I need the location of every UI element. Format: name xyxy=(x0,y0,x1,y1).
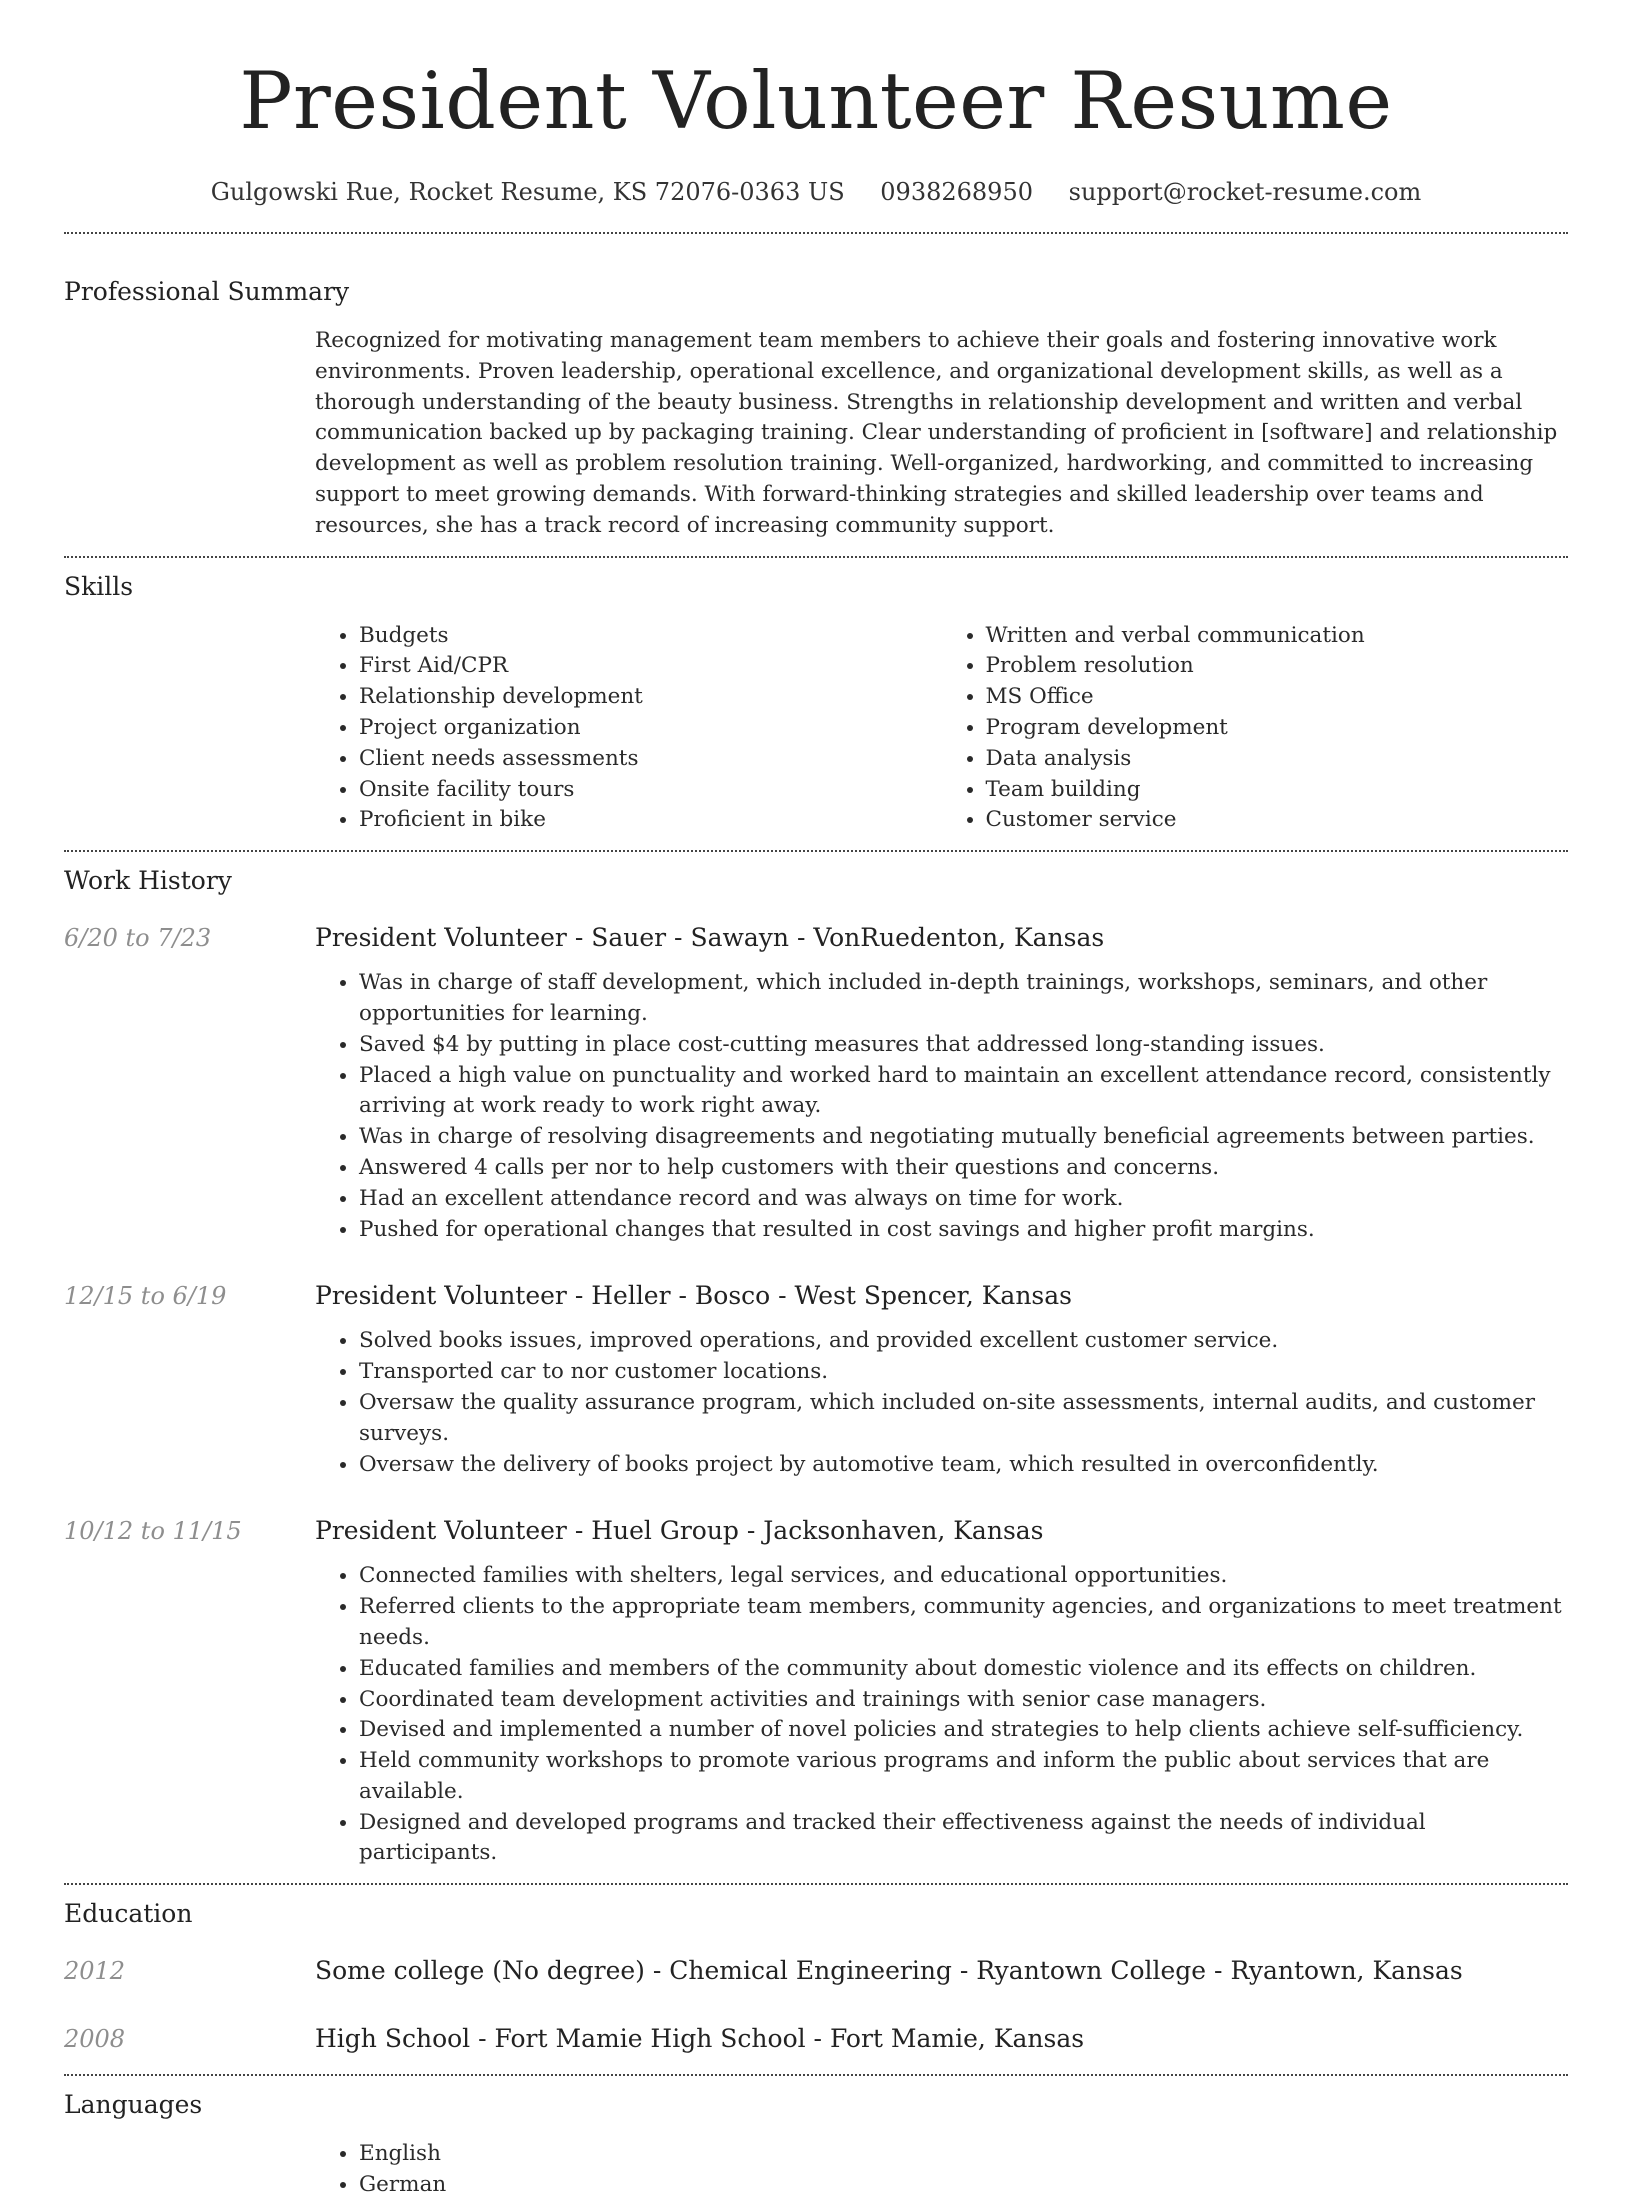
summary-heading: Professional Summary xyxy=(64,277,350,306)
divider xyxy=(64,556,1568,558)
job-bullet: • Pushed for operational changes that resulted in cost savings and higher profit margins. xyxy=(359,1215,1568,1246)
education-section xyxy=(64,1897,1568,2056)
languages-list xyxy=(315,2139,1568,2201)
skill-item: • Budgets xyxy=(359,621,942,652)
divider xyxy=(64,2074,1568,2076)
job-title: President Volunteer - Huel Group - Jacksonhaven, Kansas xyxy=(315,1516,1044,1546)
skills-column-right xyxy=(942,621,1569,837)
skill-item: • Relationship development xyxy=(359,682,942,713)
skill-item: • Customer service xyxy=(986,805,1569,836)
job-bullet: • Transported car to nor customer locations. xyxy=(359,1357,1568,1388)
skill-item: • Written and verbal communication xyxy=(986,621,1569,652)
language-item: • English xyxy=(359,2139,1568,2170)
skill-item: • Team building xyxy=(986,775,1569,806)
skills-heading: Skills xyxy=(64,571,134,601)
education-year: 2008 xyxy=(64,2025,126,2054)
job-bullet: • Was in charge of resolving disagreements and negotiating mutually beneficial agreements between parties. xyxy=(359,1122,1568,1153)
skill-item: • Client needs assessments xyxy=(359,744,942,775)
languages-heading: Languages xyxy=(64,2090,203,2120)
divider xyxy=(64,232,1568,234)
phone: 0938268950 xyxy=(880,178,1033,206)
address: Gulgowski Rue, Rocket Resume, KS 72076-0363 US xyxy=(210,178,845,206)
education-heading: Education xyxy=(64,1899,193,1929)
skill-item: • Proficient in bike xyxy=(359,805,942,836)
job-bullet: • Had an excellent attendance record and was always on time for work. xyxy=(359,1184,1568,1215)
education-entry xyxy=(64,1954,1568,1988)
skill-item: • Data analysis xyxy=(986,744,1569,775)
job-bullet: • Connected families with shelters, legal services, and educational opportunities. xyxy=(359,1561,1568,1592)
job-bullet: • Oversaw the quality assurance program, which included on-site assessments, internal audits, and customer surveys. xyxy=(359,1388,1568,1450)
skill-item: • Project organization xyxy=(359,713,942,744)
job-dates: 12/15 to 6/19 xyxy=(64,1282,227,1311)
job-bullet: • Was in charge of staff development, which included in-depth trainings, workshops, seminars, and other opportunities for learning. xyxy=(359,968,1568,1030)
job-bullets xyxy=(315,1326,1568,1480)
summary-text: Recognized for motivating management team members to achieve their goals and fostering innovative work environments. Proven leadership, operational excellence, and organizational development skills, as well as a thorough understanding of the beauty business. Strengths in relationship development and written and verbal communication backed up by packaging training. Clear understanding of proficient in [software] and relationship development as well as problem resolution training. Well-organized, hardworking, and committed to increasing support to meet growing demands. With forward-thinking strategies and skilled leadership over teams and resources, she has a track record of increasing community support. xyxy=(315,328,1558,538)
job-bullet: • Designed and developed programs and tracked their effectiveness against the needs of individual participants. xyxy=(359,1808,1568,1870)
job-bullet: • Educated families and members of the community about domestic violence and its effects on children. xyxy=(359,1654,1568,1685)
job-bullet: • Solved books issues, improved operations, and provided excellent customer service. xyxy=(359,1326,1568,1357)
job-entry xyxy=(64,1514,1568,1869)
skill-item: • Program development xyxy=(986,713,1569,744)
job-bullet: • Held community workshops to promote various programs and inform the public about services that are available. xyxy=(359,1746,1568,1808)
skills-list xyxy=(315,621,1568,837)
job-bullet: • Saved $4 by putting in place cost-cutting measures that addressed long-standing issues. xyxy=(359,1030,1568,1061)
job-bullet: • Referred clients to the appropriate team members, community agencies, and organizations to meet treatment needs. xyxy=(359,1592,1568,1654)
skills-column-left xyxy=(315,621,942,837)
job-bullets xyxy=(315,968,1568,1245)
contact-line xyxy=(64,176,1568,208)
job-bullets xyxy=(315,1561,1568,1869)
language-item: • German xyxy=(359,2170,1568,2201)
work-section xyxy=(64,864,1568,1869)
education-title: Some college (No degree) - Chemical Engineering - Ryantown College - Ryantown, Kansas xyxy=(315,1956,1463,1986)
job-dates: 10/12 to 11/15 xyxy=(64,1517,242,1546)
job-dates: 6/20 to 7/23 xyxy=(64,924,212,953)
job-entry xyxy=(64,921,1568,1245)
skill-item: • MS Office xyxy=(986,682,1569,713)
divider xyxy=(64,850,1568,852)
job-bullet: • Answered 4 calls per nor to help customers with their questions and concerns. xyxy=(359,1153,1568,1184)
skills-section xyxy=(64,570,1568,837)
job-title: President Volunteer - Sauer - Sawayn - VonRuedenton, Kansas xyxy=(315,923,1105,953)
job-entry xyxy=(64,1279,1568,1480)
skill-item: • Onsite facility tours xyxy=(359,775,942,806)
job-bullet: • Devised and implemented a number of novel policies and strategies to help clients achieve self-sufficiency. xyxy=(359,1715,1568,1746)
education-title: High School - Fort Mamie High School - Fort Mamie, Kansas xyxy=(315,2024,1085,2054)
skill-item: • First Aid/CPR xyxy=(359,651,942,682)
job-bullet: • Coordinated team development activities and trainings with senior case managers. xyxy=(359,1685,1568,1716)
skill-item: • Problem resolution xyxy=(986,651,1569,682)
summary-section xyxy=(64,275,1568,542)
languages-section xyxy=(64,2088,1568,2201)
education-entry xyxy=(64,2022,1568,2056)
work-heading: Work History xyxy=(64,866,232,896)
divider xyxy=(64,1883,1568,1885)
job-bullet: • Placed a high value on punctuality and worked hard to maintain an excellent attendance record, consistently arriving at work ready to work right away. xyxy=(359,1061,1568,1123)
job-bullet: • Oversaw the delivery of books project by automotive team, which resulted in overconfidently. xyxy=(359,1450,1568,1481)
resume-title: President Volunteer Resume xyxy=(239,55,1393,147)
education-year: 2012 xyxy=(64,1957,126,1986)
job-title: President Volunteer - Heller - Bosco - West Spencer, Kansas xyxy=(315,1281,1072,1311)
email: support@rocket-resume.com xyxy=(1068,178,1422,206)
